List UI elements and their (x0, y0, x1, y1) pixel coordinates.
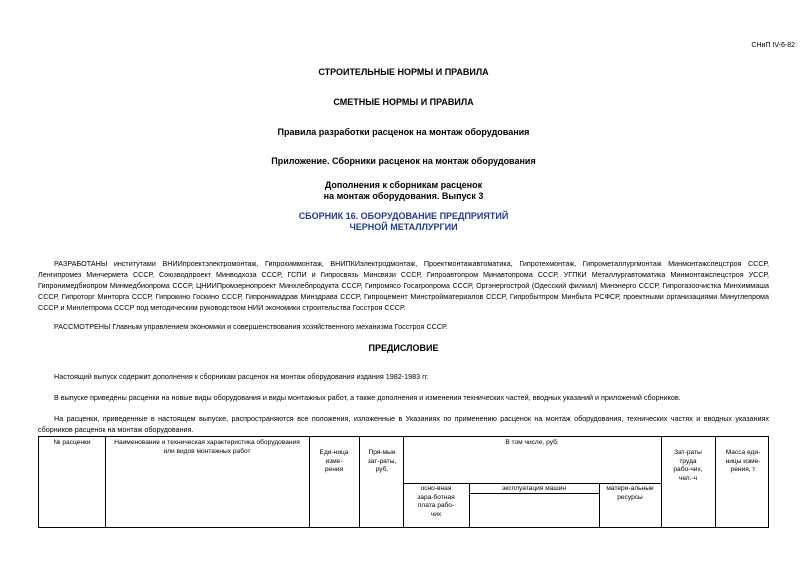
col-unit: Еди-ница изме-рения (319, 449, 349, 473)
title-estimate-norms: СМЕТНЫЕ НОРМЫ И ПРАВИЛА (333, 97, 474, 107)
col-rate-number: № расценки (53, 439, 91, 446)
col-labor-costs: Зат-раты труда рабо-чих, чел.-ч (673, 449, 703, 482)
subcol-material-resources: матери-альные ресурсы (606, 485, 654, 501)
preface-heading: ПРЕДИСЛОВИЕ (368, 343, 439, 353)
title-supplement-line1: Дополнения к сборникам расценок (324, 180, 483, 190)
subcol-base-wages: осно-вная зара-ботная плата рабо-чих (417, 485, 455, 518)
collection-title-line1: СБОРНИК 16. ОБОРУДОВАНИЕ ПРЕДПРИЯТИЙ (298, 211, 509, 221)
rates-table-header (38, 436, 769, 528)
collection-title-line2: ЧЕРНОЙ МЕТАЛЛУРГИИ (349, 222, 458, 232)
title-appendix: Приложение. Сборники расценок на монтаж оборудования (271, 156, 536, 166)
col-including: В том числе, руб. (505, 439, 559, 446)
preface-paragraph-1: Настоящий выпуск содержит дополнения к сборникам расценок на монтаж оборудования издания 1982-1983 гг. (54, 372, 429, 381)
title-rules: Правила разработки расценок на монтаж оборудования (277, 127, 530, 137)
document-code: СНиП IV-6-82 (751, 42, 795, 49)
preface-paragraph-2: В выпуске приведены расценки на новые виды оборудования и виды монтажных работ, а также дополнения и изменения технических частей, вводных указаний и приложений сборников. (54, 393, 681, 402)
title-building-norms: СТРОИТЕЛЬНЫЕ НОРМЫ И ПРАВИЛА (318, 67, 489, 77)
developed-by-paragraph: РАЗРАБОТАНЫ институтами ВНИИпроектэлектромонтаж, Гипрохиммонтаж, ВНИПКИэлектродмонтаж, Проектмонтажавтоматика, Гипротехмонтаж, Гипрометаллургмонтаж Минмонтажспецстроя СССР, Ленгипромез Минчермета СССР, Союзводпроект Минводхоза СССР, ГСПИ и Гипросвязь Минсвязи СССР, Гипроавтопром Минавтопрома СССР, УГПКИ Металлургавтоматика Минмонтажспецстроя УССР, Гипронимедбиопром Минмедбиопрома СССР, ЦНИИПромзернопроект Минхлебпродукта СССР, Гипромясо Госагропрома СССР, Оргэнергострой (Одесский филиал) Минэнерго СССР, Гипрогазоочистка Минхиммаша СССР, Гипроторг Минторга СССР, Гипрокино Госкино СССР, Гипронимадрав Минздрава СССР, Гипроцемент Минстройматериалов СССР, Гипробытпром Минбыта РСФСР, проектными организациями Минуглепрома СССР и Минлегпрома СССР под методическим руководством НИИ экономики строительства Госстроя СССР. (38, 259, 769, 312)
title-supplement-line2: на монтаж оборудования. Выпуск 3 (323, 191, 484, 201)
col-direct-costs: Пря-мые зат-раты, руб. (367, 449, 397, 473)
reviewed-by-paragraph: РАССМОТРЕНЫ Главным управлением экономики и совершенствования хозяйственного механизма Госстроя СССР. (54, 322, 448, 331)
preface-paragraph-3: На расценки, приведенные в настоящем выпуске, распространяются все положения, изложенные в Указаниях по применению расценок на монтаж оборудования, технических частях и вводных указаниях сборников расценок на монтаж оборудования. (38, 414, 769, 434)
col-unit-mass: Масса еди-ницы изме-рения, т (725, 449, 761, 473)
col-description: Наименование и техническая характеристика оборудования или видов монтажных работ (114, 439, 300, 455)
subcol-machine-operation: эксплуатация машин (501, 485, 567, 492)
